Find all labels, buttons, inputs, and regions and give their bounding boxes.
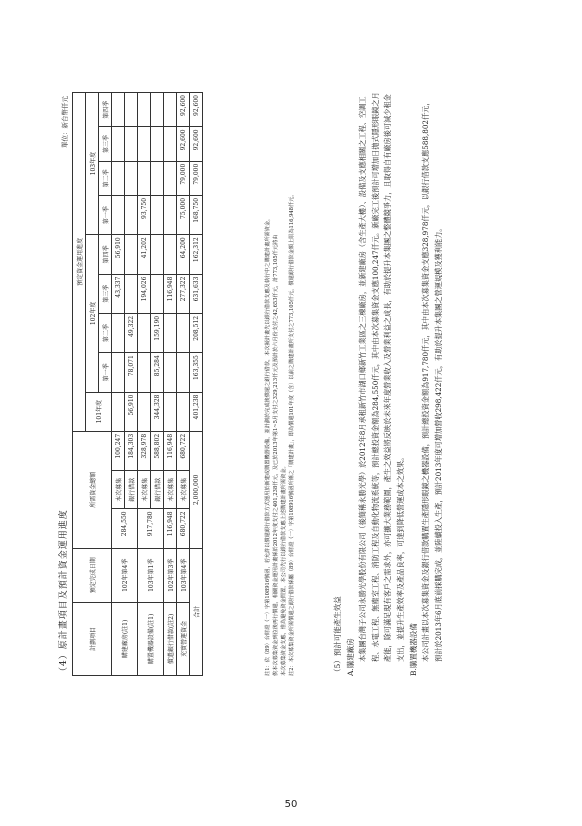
quarter-header: 第三季: [99, 274, 112, 313]
total-q: 208,512: [190, 313, 203, 352]
paragraph-b: 本公司計畫以本次募集資金及銀行借款購置生產隱形眼鏡之機器設備，預計總投資金額為917,780仟元，其中由本次募集資金支應328,978仟元，以銀行借款支應588,802仟元，預計於2013年6月底前採購完成，並陸續投入生產，預計2013年度可增加營收298,422仟元，有助於提升本集團之營運規模及獲利能力。: [421, 98, 443, 662]
total-101: 401,238: [190, 392, 203, 431]
table-cell: 56,910: [112, 235, 125, 274]
total-q: 631,633: [190, 274, 203, 313]
table-cell: 本次募集: [177, 471, 190, 509]
table-cell: 194,026: [138, 274, 151, 313]
table-cell: [164, 127, 177, 161]
table-cell: [151, 127, 164, 161]
header-item: 計劃項目: [73, 602, 112, 675]
header-year-102: 102年度: [86, 235, 99, 392]
quarter-header: 第一季: [99, 195, 112, 234]
table-cell: [112, 313, 125, 352]
table-cell: 328,978: [138, 431, 151, 470]
table-row: [177, 93, 190, 676]
table-cell: [138, 392, 151, 431]
table-cell: [112, 127, 125, 161]
table-cell: 購置機器設備(註1): [138, 602, 164, 675]
table-cell: 116,948: [164, 274, 177, 313]
table-cell: 588,802: [151, 431, 164, 470]
header-year-103: 103年度: [86, 93, 99, 235]
total-label: 合計: [190, 548, 203, 675]
total-q: 92,600: [190, 93, 203, 127]
table-cell: 102年第3季: [164, 548, 177, 602]
table-cell: [151, 93, 164, 127]
table-cell: [164, 195, 177, 234]
table-cell: 93,750: [138, 195, 151, 234]
table-cell: [138, 353, 151, 392]
header-year-101: 101年度: [86, 392, 112, 431]
quarter-header: 第四季: [99, 93, 112, 127]
unit-label: 單位：新台幣仟元: [61, 96, 69, 148]
table-cell: [164, 353, 177, 392]
table-cell: [125, 195, 138, 234]
quarter-header: 第三季: [99, 127, 112, 161]
item-heading-a: A.購建廠房: [345, 638, 355, 676]
table-cell: 116,948: [164, 509, 177, 548]
table-cell: [112, 353, 125, 392]
note-line: 俟本次募集資金到位後再行償還，相關資金運用計畫係於2012年度支付之401,238仟元，及已於2013年第1~5月支付之329,213仟元及預計於六月份支付之42,653仟元，計773,105仟元將由: [273, 234, 279, 676]
table-cell: 49,322: [125, 313, 138, 352]
table-cell: 184,303: [125, 431, 138, 470]
table-cell: 本次募集: [164, 471, 177, 509]
table-cell: 116,948: [164, 431, 177, 470]
table-cell: 917,780: [138, 509, 164, 548]
table-row: [164, 93, 177, 676]
table-cell: 銀行借款: [125, 471, 138, 509]
table-cell: [112, 195, 125, 234]
table-cell: 284,550: [112, 509, 138, 548]
table-cell: [177, 313, 190, 352]
total-q: 92,600: [190, 127, 203, 161]
table-cell: 充實營運資金: [177, 602, 190, 675]
total-amount: 2,000,000: [190, 431, 203, 548]
rotated-page-content: [56, 84, 538, 684]
table-cell: [112, 392, 125, 431]
table-cell: 100,247: [112, 431, 125, 470]
table-cell: [164, 392, 177, 431]
table-cell: 103年第1季: [138, 548, 164, 602]
table-cell: 92,600: [177, 93, 190, 127]
table-body: [112, 93, 190, 676]
table-cell: [151, 195, 164, 234]
total-q: 168,750: [190, 195, 203, 234]
total-q: 163,355: [190, 353, 203, 392]
header-progress: 預定資金運用進度: [73, 93, 86, 432]
table-cell: 85,284: [151, 353, 164, 392]
table-cell: [138, 161, 151, 195]
table-cell: [138, 93, 151, 127]
fund-usage-table: [72, 92, 203, 676]
table-cell: 75,000: [177, 195, 190, 234]
table-cell: [177, 353, 190, 392]
table-cell: 銀行借款: [151, 471, 164, 509]
table-cell: 56,910: [125, 392, 138, 431]
table-cell: [125, 235, 138, 274]
table-cell: [164, 93, 177, 127]
table-total-row: [190, 93, 203, 676]
table-cell: 購建廠房(註1): [112, 602, 138, 675]
table-cell: [138, 313, 151, 352]
table-cell: [177, 392, 190, 431]
page-number: 50: [284, 799, 298, 810]
table-cell: 43,337: [112, 274, 125, 313]
quarter-header: 第二季: [99, 313, 112, 352]
table-cell: [125, 127, 138, 161]
table-cell: [125, 274, 138, 313]
benefits-section: [332, 92, 445, 676]
table-cell: 277,322: [177, 274, 190, 313]
table-cell: [125, 161, 138, 195]
total-q: 79,000: [190, 161, 203, 195]
table-cell: 680,722: [177, 431, 190, 470]
table-cell: 41,202: [138, 235, 151, 274]
table-cell: 159,190: [151, 313, 164, 352]
table-cell: 79,000: [177, 161, 190, 195]
table-cell: [164, 313, 177, 352]
header-total: 所需資金總額: [73, 431, 112, 548]
table-cell: [112, 93, 125, 127]
table-cell: [151, 274, 164, 313]
table-cell: 本次募集: [112, 471, 125, 509]
table-cell: [125, 93, 138, 127]
subsection-heading: （5）預計可能產生效益: [333, 596, 342, 676]
section-title: （4）原計畫項目及預計資金運用進度: [59, 509, 69, 676]
note-line: 註2：本次募集資金所需償還之銀行借款係屬（89）台財證（一）字第108916號函所稱之「購建計畫」，即為償還101年度（含）以前之購建計畫所支付之773,105仟元，償還銀行借款金額上限為116,948仟元。: [289, 191, 295, 676]
table-cell: [112, 161, 125, 195]
item-heading-b: B.購置機器設備: [408, 623, 418, 676]
table-cell: 本次募集: [138, 471, 151, 509]
table-cell: [138, 127, 151, 161]
table-cell: 344,328: [151, 392, 164, 431]
note-line: 本次募集資金支應，惟為避免資金閒置，本公司先行以銀行借款支應上述購建計畫所需資金。: [281, 463, 287, 676]
table-cell: 92,600: [177, 127, 190, 161]
table-cell: [151, 161, 164, 195]
table-cell: [164, 235, 177, 274]
table-row: [138, 93, 151, 676]
table-cell: 680,722: [177, 509, 190, 548]
quarter-header: 第四季: [99, 235, 112, 274]
total-q: 162,312: [190, 235, 203, 274]
table-cell: 103年第4季: [177, 548, 190, 602]
quarter-header: 第一季: [99, 353, 112, 392]
table-cell: [151, 235, 164, 274]
table-notes: [264, 92, 296, 676]
table-cell: 78,071: [125, 353, 138, 392]
table-cell: 償還銀行借款(註2): [164, 602, 177, 675]
paragraph-a: 本集團台灣子公司永勝光學股份有限公司（後簡稱永勝光學）於2012年8月承租新竹市湖口鄉新竹工業區之三棟廠房，並新建廠房（含生產大樓）、設備及支應相關之工程、空調工程、水電工程、無塵室工程、消防工程及自動化物流系統等，預計總投資金額為284,550仟元，其中由本次募集資金支應100,247仟元。新廠完工後預計可增加日拋式隱形眼鏡之月產能，除可滿足現有客戶之需求外，亦可擴大業務範圍，產生之效益將反映於未來年度營業收入及營業利益之成長，有助於提升本集團之整體競爭力，且取得自有廠房後可減少租金支出，並提升生產效率及產品良率，可達到降低營運成本之效果。: [358, 92, 405, 662]
header-date: 預定完成日期: [73, 548, 112, 602]
table-row: [112, 93, 125, 676]
quarter-header: 第二季: [99, 161, 112, 195]
table-cell: 102年第4季: [112, 548, 138, 602]
note-line: 註1：依（89）台財證（一）字第108916號函，若允許以償還銀行借款方式運用於新建或購置機器設備，並計劃於完成後償還之銀行借款，本次擬計畫先以銀行借款支應及執行中之購建計畫所需資金，: [265, 215, 271, 676]
table-cell: 64,200: [177, 235, 190, 274]
table-cell: [164, 161, 177, 195]
